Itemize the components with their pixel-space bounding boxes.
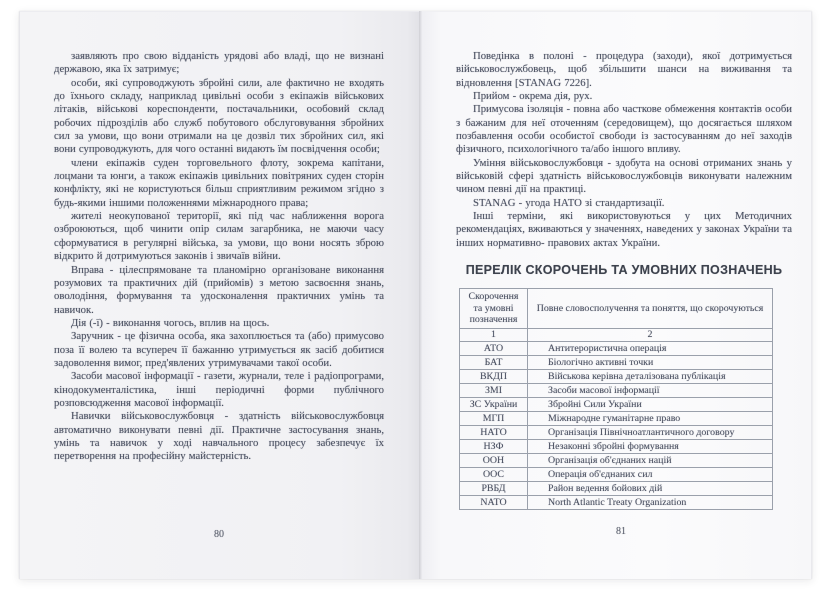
table-header-row bbox=[460, 289, 773, 329]
paragraph: жителі неокупованої території, які під час наближення ворога озброюються, щоб чинити опір силам загарбника, не маючи часу сформуватися в регулярні війська, за умови, що вони носять зброю відкрито й дотримуються законів і звичаїв війни. bbox=[54, 210, 384, 263]
table-row bbox=[460, 425, 773, 439]
paragraph: Примусова ізоляція - повна або часткове обмеження контактів особи з бажаним для неї оточенням (середовищем), що досягається шляхом позбавлення особи особистої свободи із застосуванням до неї заходів фізичного, психологічного та/або іншого впливу. bbox=[456, 103, 792, 156]
definition-cell: Міжнародне гуманітарне право bbox=[528, 411, 773, 425]
paragraph: Дія (-ї) - виконання чогось, вплив на щось. bbox=[71, 316, 270, 329]
abbreviation-cell: АТО bbox=[460, 341, 528, 355]
paragraph: Вправа - цілеспрямоване та планомірно організоване виконання розумових та практичних дій (прийомів) з метою засвоєння знань, оволодіння, формування та удосконалення практичних умінь та навичок. bbox=[54, 263, 384, 316]
abbreviation-cell: НЗФ bbox=[460, 439, 528, 453]
abbreviation-cell: ЗС України bbox=[460, 397, 528, 411]
definition-cell: North Atlantic Treaty Organization bbox=[528, 495, 773, 509]
paragraph: Навички військовослужбовця - здатність військовослужбовця автоматично виконувати певні дії. Практичне застосування знань, умінь та навичок у ході навчального процесу забезпечує їх перетворення на професійну майстерність. bbox=[54, 410, 384, 463]
paragraph: особи, які супроводжують збройні сили, але фактично не входять до їхнього складу, наприклад цивільні особи з екіпажів військових літаків, військові кореспонденти, постачальники, особовий склад робочих підрозділів або служб побутового обслуговування збройних сил за умови, що вони отримали на це дозвіл тих збройних сил, які вони супроводжують, для чого останні видають їм посвідчення особи; bbox=[54, 76, 384, 156]
definition-cell: Засоби масової інформації bbox=[528, 383, 773, 397]
definition-cell: Операція об'єднаних сил bbox=[528, 467, 773, 481]
abbreviations-table-body bbox=[460, 341, 773, 509]
abbreviation-cell: БАТ bbox=[460, 355, 528, 369]
table-row bbox=[460, 467, 773, 481]
paragraph: STANAG - угода НАТО зі стандартизації. bbox=[473, 196, 665, 209]
abbreviation-cell: NATO bbox=[460, 495, 528, 509]
definition-cell: Збройні Сили України bbox=[528, 397, 773, 411]
table-row bbox=[460, 411, 773, 425]
table-row bbox=[460, 383, 773, 397]
table-row bbox=[460, 397, 773, 411]
paragraph: Заручник - це фізична особа, яка захоплюється та (або) примусово поза її волею та всупереч її бажанню утримується як засіб добитися задоволення вимог, пред'явлених утримувачами такої особи. bbox=[54, 330, 384, 369]
right-page-text-block bbox=[456, 50, 792, 510]
paragraph: заявляють про свою відданість урядові або владі, що не визнані державою, яка їх затримує; bbox=[54, 50, 384, 76]
paragraph: Уміння військовослужбовця - здобута на основі отриманих знань у військовій сфері здатність військовослужбовців виконувати належним чином певні дії на практиці. bbox=[456, 156, 792, 196]
table-row bbox=[460, 355, 773, 369]
table-row bbox=[460, 453, 773, 467]
abbreviation-cell: ВКДП bbox=[460, 369, 528, 383]
table-row bbox=[460, 369, 773, 383]
left-page bbox=[19, 11, 419, 579]
paragraph: члени екіпажів суден торговельного флоту, зокрема капітани, лоцмани та юнги, а також екіпажів цивільних повітряних суден сторін конфлікту, які не користуються більш сприятливим режимом згідно з будь-якими іншими положеннями міжнародного права; bbox=[54, 156, 384, 209]
paragraph: Інші терміни, які використовуються у цих Методичних рекомендаціях, вживаються у значеннях, наведених у законах України та інших нормативно- правових актах України. bbox=[456, 210, 792, 249]
abbreviation-column-header: Скорочення та умовні позначення bbox=[460, 289, 528, 329]
abbreviation-cell: РВБД bbox=[460, 481, 528, 495]
abbreviation-cell: МГП bbox=[460, 411, 528, 425]
right-page-number: 81 bbox=[616, 526, 626, 537]
left-page-text-block bbox=[54, 50, 384, 464]
table-row bbox=[460, 481, 773, 495]
definition-cell: Біологічно активні точки bbox=[528, 355, 773, 369]
paragraph: Поведінка в полоні - процедура (заходи), якої дотримується військовослужбовець, щоб збільшити шанси на виживання та відновлення [STANAG 7226]. bbox=[456, 50, 792, 89]
definition-cell: Незаконні збройні формування bbox=[528, 439, 773, 453]
abbreviation-cell: ООН bbox=[460, 453, 528, 467]
column-number-row bbox=[460, 328, 773, 341]
abbreviation-cell: ЗМІ bbox=[460, 383, 528, 397]
definition-cell: Організація об'єднаних націй bbox=[528, 453, 773, 467]
table-row bbox=[460, 495, 773, 509]
paragraph: Засоби масової інформації - газети, журнали, теле і радіопрограми, кінодокументалістика, інші періодичні форми публічного розповсюдження масової інформації. bbox=[54, 370, 384, 409]
definition-column-header: Повне словосполучення та поняття, що скорочуються bbox=[528, 289, 773, 329]
definition-cell: Район ведення бойових дій bbox=[528, 481, 773, 495]
open-book-spread bbox=[19, 11, 812, 579]
table-row bbox=[460, 439, 773, 453]
section-title: ПЕРЕЛІК СКОРОЧЕНЬ ТА УМОВНИХ ПОЗНАЧЕНЬ bbox=[465, 263, 783, 278]
abbreviation-cell: НАТО bbox=[460, 425, 528, 439]
abbreviation-cell: ООС bbox=[460, 467, 528, 481]
definition-cell: Військова керівна деталізована публікація bbox=[528, 369, 773, 383]
right-page bbox=[422, 11, 812, 579]
left-page-number: 80 bbox=[214, 529, 224, 540]
paragraph: Прийом - окрема дія, рух. bbox=[473, 90, 593, 103]
column-number-cell: 1 bbox=[460, 328, 528, 341]
abbreviations-table bbox=[459, 288, 773, 510]
definition-cell: Організація Північноатлантичного договору bbox=[528, 425, 773, 439]
definition-cell: Антитерористична операція bbox=[528, 341, 773, 355]
column-number-cell: 2 bbox=[528, 328, 773, 341]
table-row bbox=[460, 341, 773, 355]
